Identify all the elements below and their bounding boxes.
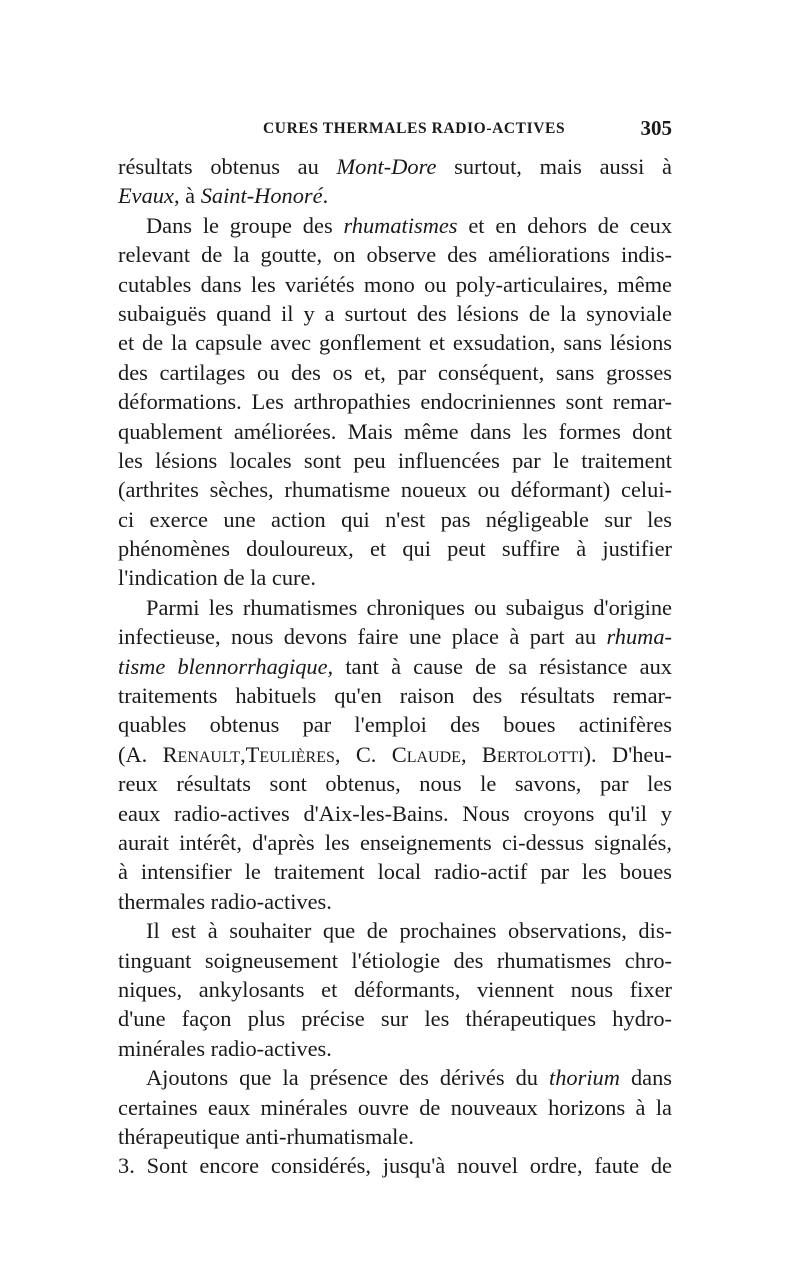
text-line bbox=[118, 681, 672, 710]
text-run: Parmi les rhumatismes chroniques ou subaigus d'origine bbox=[146, 594, 672, 620]
text-line bbox=[118, 1122, 672, 1151]
text-run: aurait intérêt, d'après les enseignements ci-dessus signalés, bbox=[118, 829, 672, 855]
page-number: 305 bbox=[640, 116, 672, 140]
text-run: surtout, mais aussi à bbox=[436, 154, 672, 179]
text-run: Ajoutons que la présence des dérivés du bbox=[146, 1065, 549, 1091]
text-run: déformations. Les arthropathies endocriniennes sont remar- bbox=[118, 389, 672, 415]
text-line bbox=[118, 857, 672, 886]
text-run: (arthrites sèches, rhumatisme noueux ou déformant) celui- bbox=[118, 477, 672, 503]
text-run: et en dehors de ceux bbox=[457, 212, 673, 238]
text-run: eaux radio-actives d'Aix-les-Bains. Nous croyons qu'il y bbox=[118, 800, 672, 826]
text-run: ci exerce une action qui n'est pas négligeable sur les bbox=[118, 506, 672, 532]
italic-term: thorium bbox=[549, 1065, 620, 1091]
text-line bbox=[118, 446, 672, 475]
italic-term: rhuma- bbox=[606, 624, 672, 650]
text-run: quables obtenus par l'emploi des boues actinifères bbox=[118, 712, 672, 738]
text-line bbox=[118, 387, 672, 416]
text-line bbox=[118, 181, 672, 210]
text-run: l'indication de la cure. bbox=[118, 565, 317, 591]
text-run: reux résultats sont obtenus, nous le savons, par les bbox=[118, 771, 672, 797]
text-run: infectieuse, nous devons faire une place à part au bbox=[118, 624, 607, 650]
text-run: subaiguës quand il y a surtout des lésions de la synoviale bbox=[118, 300, 672, 326]
text-run: , C. bbox=[334, 741, 392, 767]
text-run: tinguant soigneusement l'étiologie des rhumatismes chro- bbox=[118, 947, 672, 973]
text-line bbox=[118, 563, 672, 592]
text-line bbox=[118, 710, 672, 739]
text-line bbox=[118, 799, 672, 828]
text-run: , à bbox=[173, 183, 201, 209]
running-title: CURES THERMALES RADIO-ACTIVES bbox=[263, 120, 566, 137]
author-name: Teulières bbox=[245, 741, 335, 767]
text-line bbox=[118, 417, 672, 446]
text-line bbox=[118, 828, 672, 857]
text-run: (A. bbox=[118, 741, 163, 767]
text-line bbox=[118, 652, 672, 681]
text-run: des cartilages ou des os et, par conséquent, sans grosses bbox=[118, 359, 672, 385]
italic-term: rhumatismes bbox=[343, 212, 458, 238]
text-run: . bbox=[322, 183, 329, 209]
text-run: Dans le groupe des bbox=[146, 212, 344, 238]
text-line bbox=[118, 975, 672, 1004]
text-run: phénomènes douloureux, et qui peut suffire à justifier bbox=[118, 536, 672, 562]
text-run: ). D'heu- bbox=[583, 741, 673, 767]
text-run: , bbox=[240, 741, 246, 767]
text-line bbox=[118, 593, 672, 622]
text-line bbox=[118, 240, 672, 269]
italic-term: Evaux bbox=[118, 183, 174, 209]
author-name: Bertolotti bbox=[481, 741, 584, 767]
text-run: cutables dans les variétés mono ou poly-articulaires, même bbox=[118, 271, 672, 297]
text-run: minérales radio-actives. bbox=[118, 1035, 332, 1061]
text-line bbox=[118, 1004, 672, 1033]
text-line bbox=[118, 622, 672, 651]
text-run: quablement améliorées. Mais même dans les formes dont bbox=[118, 418, 672, 444]
page-header bbox=[128, 116, 672, 146]
text-run: thermales radio-actives. bbox=[118, 888, 332, 914]
text-run: tant à cause de sa résistance aux bbox=[333, 653, 672, 679]
text-run: les lésions locales sont peu influencées par le traitement bbox=[118, 447, 672, 473]
text-line bbox=[118, 152, 672, 181]
text-line bbox=[118, 946, 672, 975]
body-text bbox=[118, 152, 672, 1181]
author-name: Claude bbox=[391, 741, 461, 767]
text-line bbox=[118, 916, 672, 945]
text-run: traitements habituels qu'en raison des résultats remar- bbox=[118, 683, 672, 709]
text-run: 3. Sont encore considérés, jusqu'à nouvel ordre, faute de bbox=[118, 1153, 672, 1179]
text-run: relevant de la goutte, on observe des améliorations indis- bbox=[118, 242, 672, 268]
text-run: à intensifier le traitement local radio-actif par les boues bbox=[118, 859, 672, 885]
text-run: Il est à souhaiter que de prochaines observations, dis- bbox=[146, 918, 672, 944]
text-line bbox=[118, 887, 672, 916]
italic-term: tisme blennorrhagique, bbox=[118, 653, 334, 679]
text-line bbox=[118, 1063, 672, 1092]
text-line bbox=[118, 769, 672, 798]
italic-term: Mont-Dore bbox=[336, 154, 437, 179]
text-line bbox=[118, 1034, 672, 1063]
text-run: dans bbox=[619, 1065, 672, 1091]
text-run: d'une façon plus précise sur les thérapeutiques hydro- bbox=[118, 1006, 672, 1032]
text-line bbox=[118, 1151, 672, 1180]
text-run: résultats obtenus au bbox=[118, 154, 337, 179]
text-run: et de la capsule avec gonflement et exsudation, sans lésions bbox=[118, 330, 672, 356]
text-run: , bbox=[460, 741, 482, 767]
text-line bbox=[118, 1093, 672, 1122]
text-line bbox=[118, 475, 672, 504]
text-line bbox=[118, 328, 672, 357]
text-line bbox=[118, 505, 672, 534]
text-line bbox=[118, 211, 672, 240]
text-run: thérapeutique anti-rhumatismale. bbox=[118, 1123, 414, 1149]
text-run: niques, ankylosants et déformants, viennent nous fixer bbox=[118, 976, 672, 1002]
text-line bbox=[118, 534, 672, 563]
text-line bbox=[118, 299, 672, 328]
text-line bbox=[118, 740, 672, 769]
text-line bbox=[118, 270, 672, 299]
text-run: certaines eaux minérales ouvre de nouveaux horizons à la bbox=[118, 1094, 672, 1120]
italic-term: Saint-Honoré bbox=[200, 183, 323, 209]
text-line bbox=[118, 358, 672, 387]
author-name: Renault bbox=[162, 741, 241, 767]
